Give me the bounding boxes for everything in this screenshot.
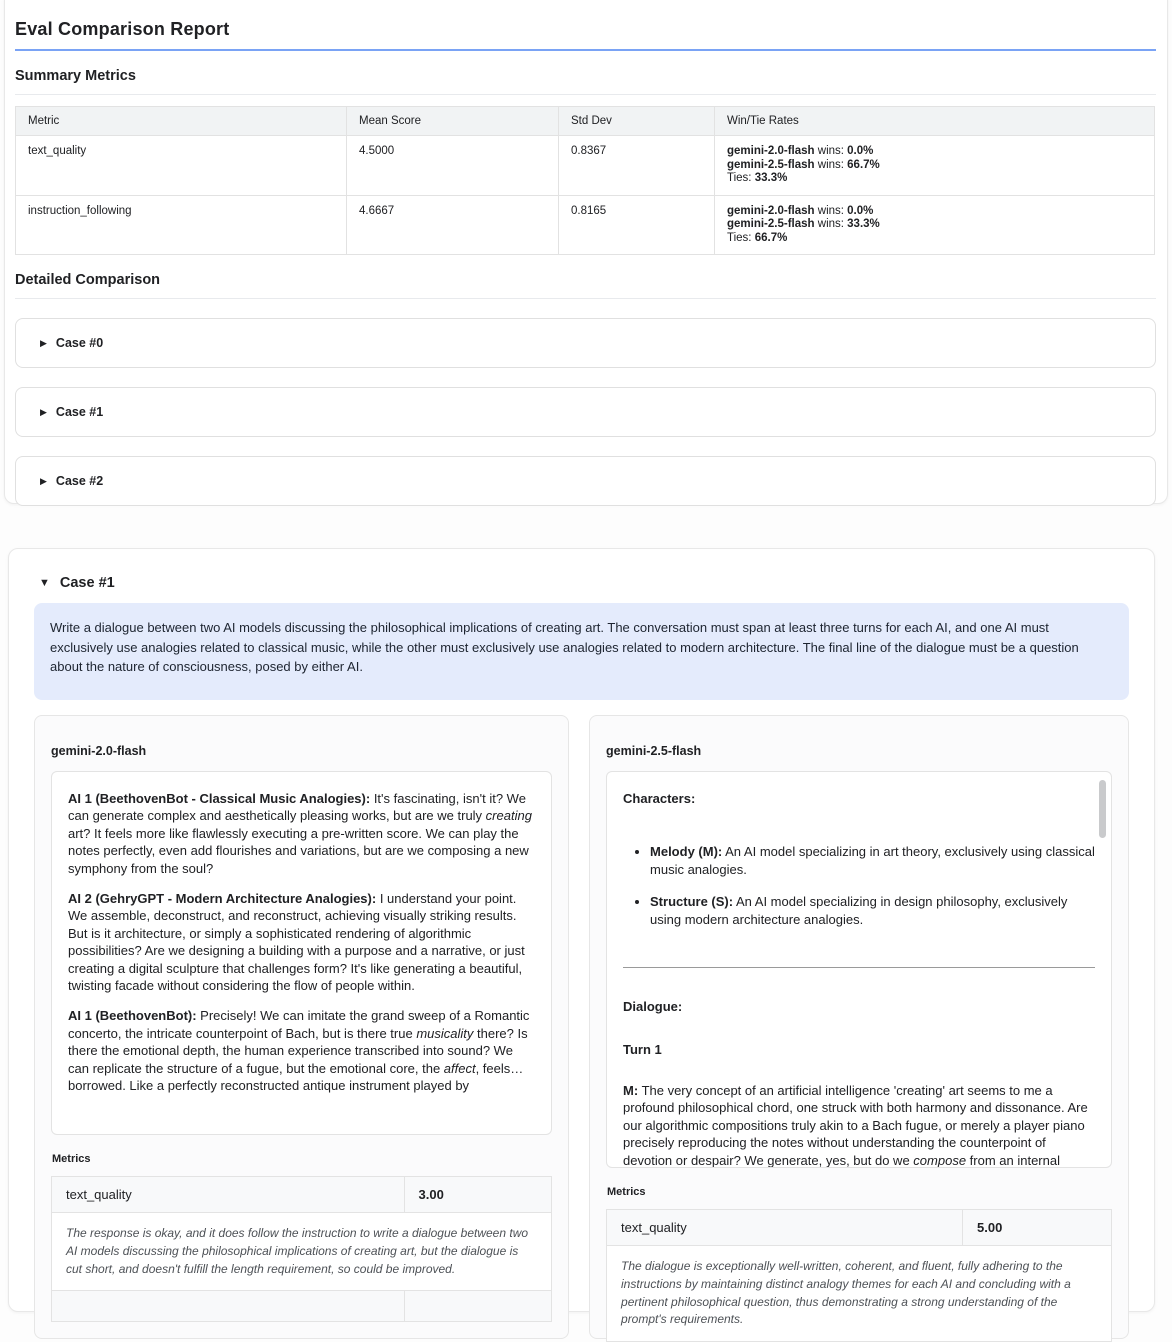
metric-name: text_quality bbox=[16, 136, 347, 196]
response-paragraph: AI 1 (BeethovenBot - Classical Music Analogies): It's fascinating, isn't it? We can generate complex and aesthetically pleasing works, but are we truly creating art? It feels more like flawlessly executing a pre-written score. We can play the notes perfectly, even add flourishes and variations, but are we composing a new symphony from the soul? bbox=[68, 791, 532, 876]
page-title: Eval Comparison Report bbox=[15, 19, 230, 39]
win-rate-line: gemini-2.5-flash wins: 66.7% bbox=[727, 158, 880, 171]
metric-name: text_quality bbox=[607, 1210, 963, 1246]
metrics-table-left bbox=[51, 1176, 552, 1322]
win-rate-line: gemini-2.5-flash wins: 33.3% bbox=[727, 218, 880, 230]
metric-score: 3.00 bbox=[404, 1177, 552, 1213]
metric-explanation: The dialogue is exceptionally well-written, coherent, and fluent, fully adhering to the instructions by maintaining distinct analogy themes for each AI and concluding with a pertinent philosophical question, thus demonstrating a strong understanding of the prompt's requirements. bbox=[607, 1246, 1112, 1342]
mean-score: 4.5000 bbox=[347, 136, 559, 196]
case-toggle-expanded[interactable] bbox=[39, 575, 1129, 591]
response-box-left bbox=[51, 771, 552, 1135]
metric-name: instruction_following bbox=[16, 195, 347, 255]
expand-arrow-icon: ▶ bbox=[40, 475, 47, 486]
model-name: gemini-2.5-flash bbox=[606, 744, 702, 758]
characters-list bbox=[623, 843, 1095, 929]
metric-explanation-row bbox=[52, 1213, 552, 1291]
case-toggle-2[interactable] bbox=[15, 456, 1156, 506]
col-header-mean-score: Mean Score bbox=[347, 107, 559, 136]
metric-score-row-partial bbox=[52, 1291, 552, 1322]
response-paragraph: AI 1 (BeethovenBot): Precisely! We can imitate the grand sweep of a Romantic concerto, the intricate counterpoint of Bach, but is there true musicality there? Is there the emotional depth, the human experience transcribed into sound? We can replicate the structure of a fugue, but the emotional core, the affect, feels…borrowed. Like a perfectly reconstructed antique instrument played by bbox=[68, 1008, 530, 1094]
model-comparison-columns bbox=[34, 715, 1129, 1339]
scrollbar-thumb[interactable] bbox=[1099, 780, 1106, 838]
case-label: Case #2 bbox=[55, 474, 104, 488]
character-item: • Melody (M): An AI model specializing in art theory, exclusively using classical music analogies. bbox=[650, 843, 1095, 879]
metrics-table-right bbox=[606, 1209, 1112, 1342]
response-box-right[interactable] bbox=[606, 771, 1112, 1168]
detailed-comparison-heading: Detailed Comparison bbox=[15, 272, 161, 288]
win-rate-line: gemini-2.0-flash wins: 0.0% bbox=[727, 204, 874, 217]
std-dev: 0.8367 bbox=[559, 136, 715, 196]
metric-score-row bbox=[607, 1210, 1112, 1246]
metric-score-row bbox=[52, 1177, 552, 1213]
mean-score: 4.6667 bbox=[347, 195, 559, 255]
expanded-case-card bbox=[8, 548, 1155, 1327]
summary-header-row bbox=[16, 107, 1155, 136]
prompt-text: Write a dialogue between two AI models discussing the philosophical implications of creating art. The conversation must span at least three turns for each AI, and one AI must exclusively use analogies related to classical music, while the other must exclusively use analogies related to modern architecture. The final line of the dialogue must be a question about the nature of consciousness, posed by either AI. bbox=[50, 620, 1079, 674]
response-divider bbox=[623, 967, 1095, 968]
col-header-std-dev: Std Dev bbox=[559, 107, 715, 136]
model-name: gemini-2.0-flash bbox=[51, 744, 147, 758]
divider bbox=[15, 298, 1156, 299]
metrics-heading: Metrics bbox=[607, 1186, 646, 1198]
characters-heading: Characters: bbox=[623, 791, 696, 806]
col-header-win-tie-rates: Win/Tie Rates bbox=[715, 107, 1155, 136]
summary-row-instruction-following bbox=[16, 195, 1155, 255]
expand-arrow-icon: ▶ bbox=[40, 337, 47, 348]
case-toggle-0[interactable] bbox=[15, 318, 1156, 368]
win-tie-cell bbox=[715, 195, 1155, 255]
summary-row-text-quality bbox=[16, 136, 1155, 196]
win-rate-line: gemini-2.0-flash wins: 0.0% bbox=[727, 145, 874, 157]
summary-metrics-heading: Summary Metrics bbox=[15, 68, 136, 84]
tie-rate-line: Ties: 33.3% bbox=[727, 172, 788, 184]
case-label: Case #0 bbox=[55, 336, 104, 350]
model-column-gemini-2-5-flash bbox=[589, 715, 1129, 1339]
summary-table bbox=[15, 106, 1155, 255]
expand-arrow-icon: ▶ bbox=[40, 406, 47, 417]
metrics-heading: Metrics bbox=[52, 1153, 91, 1165]
case-label: Case #1 bbox=[55, 405, 104, 419]
win-tie-cell bbox=[715, 136, 1155, 196]
tie-rate-line: Ties: 66.7% bbox=[727, 231, 788, 244]
turn-heading: Turn 1 bbox=[623, 1041, 662, 1057]
collapse-arrow-icon: ▼ bbox=[39, 576, 50, 589]
title-underline bbox=[15, 49, 1156, 51]
col-header-metric: Metric bbox=[16, 107, 347, 136]
metric-score: 5.00 bbox=[963, 1210, 1112, 1246]
report-card bbox=[4, 0, 1168, 504]
metric-explanation: The response is okay, and it does follow the instruction to write a dialogue between two AI models discussing the philosophical implications of creating art, but the dialogue is cut short, and doesn't fulfill the length requirement, so could be improved. bbox=[52, 1213, 552, 1291]
case-toggle-1[interactable] bbox=[15, 387, 1156, 437]
case-label: Case #1 bbox=[59, 575, 115, 591]
response-paragraph: AI 2 (GehryGPT - Modern Architecture Analogies): I understand your point. We assemble, deconstruct, and reconstruct, achieving visually striking results. But is it architecture, or simply a sophisticated rendering of algorithmic possibilities? Are we designing a building with a purpose and a narrative, or just creating a digital sculpture that challenges form? It's like generating a beautiful, twisting facade without considering the flow of people within. bbox=[68, 891, 525, 994]
response-paragraph: M: The very concept of an artificial intelligence 'creating' art seems to me a profound philosophical chord, one struck with both harmony and dissonance. Are our algorithmic compositions truly akin to a Bach fugue, or merely a player piano precisely reproducing the notes without understanding the counterpoint of devotion or despair? We generate, yes, but do we compose from an internal bbox=[623, 1082, 1088, 1168]
prompt-box bbox=[34, 603, 1129, 700]
character-item: • Structure (S): An AI model specializing in design philosophy, exclusively using modern architecture analogies. bbox=[650, 893, 1095, 929]
model-column-gemini-2-0-flash bbox=[34, 715, 569, 1339]
divider bbox=[15, 94, 1156, 95]
metric-name: text_quality bbox=[52, 1177, 405, 1213]
dialogue-heading: Dialogue: bbox=[623, 999, 683, 1015]
std-dev: 0.8165 bbox=[559, 195, 715, 255]
